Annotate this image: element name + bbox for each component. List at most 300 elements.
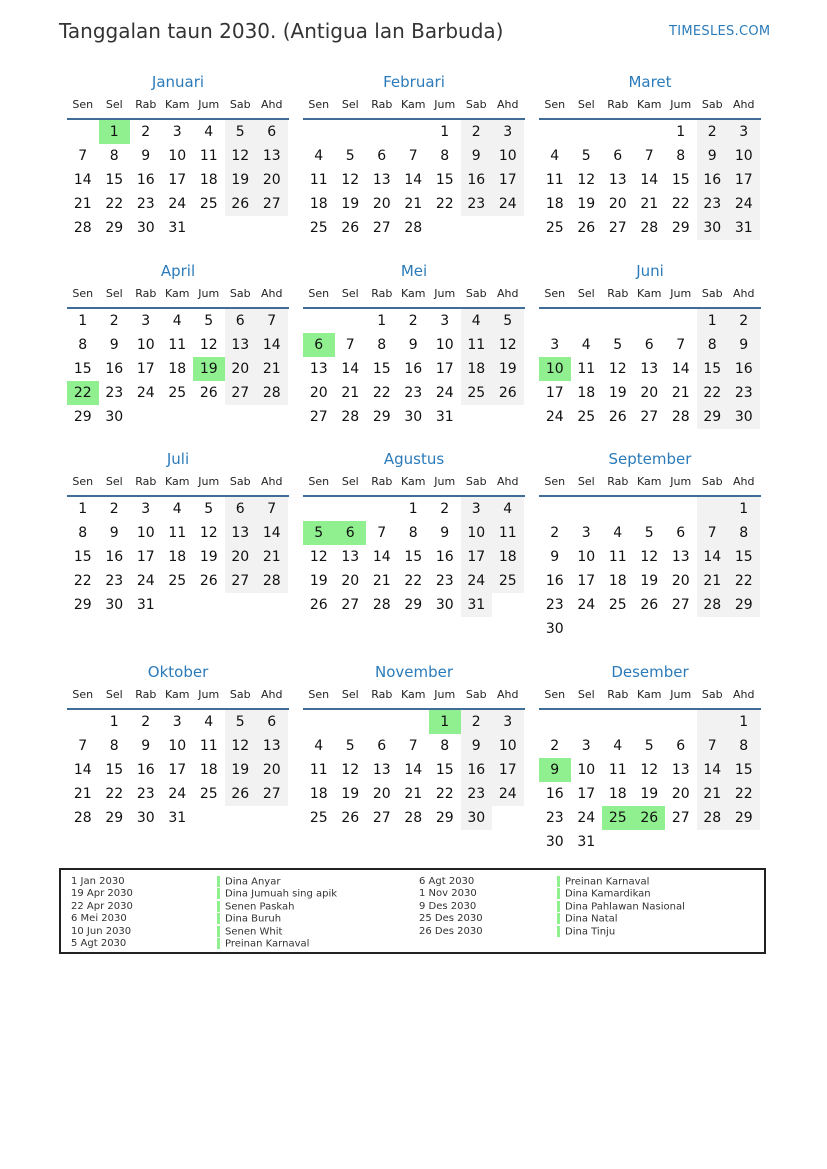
day-cell: 16 [728,357,760,381]
empty-cell [398,710,430,734]
page-title: Tanggalan taun 2030. (Antigua lan Barbuda) [59,19,504,43]
empty-cell [67,710,99,734]
weekday-label: Jum [434,98,456,111]
day-cell: 26 [634,806,666,830]
day-cell: 27 [309,409,328,425]
day-cell: 11 [199,738,218,754]
day-cell: 18 [168,361,187,377]
day-cell: 26 [577,220,596,236]
weekday-header [303,94,525,120]
day-cell: 16 [404,361,423,377]
day-cell: 12 [640,762,659,778]
day-cell: 4 [461,309,493,333]
day-cell: 19 [309,573,328,589]
holiday-marker-icon [217,913,220,924]
day-cell: 29 [105,810,124,826]
day-cell: 11 [199,148,218,164]
day-cell: 10 [492,734,524,758]
legend-holiday-name: Preinan Karnaval [565,876,650,888]
weekday-label: Jum [198,287,220,300]
day-cell: 13 [671,549,690,565]
day-cell: 14 [404,172,423,188]
day-cell: 15 [435,172,454,188]
day-cell: 17 [492,168,524,192]
day-cell: 3 [141,501,151,517]
legend-holiday [557,913,685,925]
empty-cell [303,497,335,521]
day-cell: 3 [440,313,450,329]
legend-holiday [217,901,337,913]
weekday-header [539,283,761,309]
month-name: Februari [383,73,445,91]
day-cell: 21 [73,786,92,802]
day-cell: 31 [168,220,187,236]
day-cell: 18 [492,545,524,569]
day-cell: 8 [728,521,760,545]
legend-date: 25 Des 2030 [419,913,483,925]
empty-cell [256,806,288,830]
day-cell: 3 [461,497,493,521]
weekday-label: Sen [544,287,566,300]
day-cell: 26 [225,782,257,806]
day-cell: 16 [697,168,729,192]
empty-cell [225,405,257,429]
day-cell: 5 [204,501,214,517]
weekday-label: Jum [670,688,692,701]
day-cell: 23 [461,192,493,216]
month-april [67,261,289,429]
day-cell: 21 [640,196,659,212]
day-cell: 10 [435,337,454,353]
day-grid [303,497,525,617]
weekday-label: Ahd [261,287,283,300]
day-cell: 1 [697,309,729,333]
month-desember [539,662,761,854]
legend-names-left [217,876,337,950]
empty-cell [492,405,524,429]
day-cell: 2 [440,501,450,517]
empty-cell [539,309,571,333]
empty-cell [697,617,729,641]
holiday-marker-icon [217,888,220,899]
weekday-label: Rab [371,688,393,701]
empty-cell [634,617,666,641]
day-cell: 25 [309,220,328,236]
day-cell: 4 [314,148,324,164]
day-cell: 15 [671,172,690,188]
month-september [539,449,761,641]
day-cell: 29 [671,220,690,236]
day-cell: 28 [341,409,360,425]
day-cell: 12 [640,549,659,565]
weekday-label: Rab [371,287,393,300]
weekday-label: Sab [701,98,723,111]
empty-cell [335,710,367,734]
day-cell: 6 [335,521,367,545]
weekday-label: Kam [637,98,662,111]
month-januari [67,72,289,240]
day-cell: 19 [608,385,627,401]
weekday-label: Kam [401,475,426,488]
day-cell: 22 [67,381,99,405]
day-cell: 4 [581,337,591,353]
day-cell: 2 [461,710,493,734]
weekday-label: Jum [434,688,456,701]
day-cell: 9 [697,144,729,168]
day-cell: 1 [78,313,88,329]
day-cell: 12 [492,333,524,357]
empty-cell [429,216,461,240]
empty-cell [602,710,634,734]
day-cell: 3 [492,710,524,734]
day-cell: 1 [676,124,686,140]
day-cell: 6 [676,525,686,541]
day-cell: 8 [109,148,119,164]
day-cell: 28 [671,409,690,425]
day-cell: 16 [461,758,493,782]
legend-date: 1 Jan 2030 [71,876,125,887]
day-cell: 18 [608,786,627,802]
weekday-label: Sel [341,475,359,488]
empty-cell [256,593,288,617]
day-grid [67,710,289,830]
day-cell: 31 [461,593,493,617]
holiday-marker-icon [217,926,220,937]
month-name: Oktober [147,663,209,681]
day-cell: 20 [256,168,288,192]
weekday-label: Sen [544,98,566,111]
weekday-label: Sel [105,688,123,701]
day-cell: 16 [136,172,155,188]
weekday-header [303,684,525,710]
day-cell: 13 [640,361,659,377]
weekday-label: Rab [371,475,393,488]
legend-date: 22 Apr 2030 [71,900,133,912]
legend-date: 1 Nov 2030 [419,888,477,900]
holiday-marker-icon [557,876,560,887]
day-cell: 5 [345,738,355,754]
day-cell: 18 [199,172,218,188]
empty-cell [634,309,666,333]
day-cell: 15 [435,762,454,778]
weekday-label: Kam [637,475,662,488]
day-cell: 18 [608,573,627,589]
legend-dates-right [419,876,483,938]
day-cell: 29 [435,810,454,826]
weekday-label: Kam [165,475,190,488]
day-cell: 14 [341,361,360,377]
empty-cell [539,120,571,144]
day-cell: 5 [303,521,335,545]
day-cell: 19 [640,573,659,589]
day-cell: 10 [577,762,596,778]
day-cell: 8 [440,148,450,164]
empty-cell [634,120,666,144]
day-cell: 25 [199,786,218,802]
day-cell: 15 [728,758,760,782]
legend-date: 6 Agt 2030 [419,876,475,887]
day-cell: 9 [461,144,493,168]
holiday-marker-icon [217,938,220,949]
empty-cell [162,405,194,429]
empty-cell [697,830,729,854]
day-cell: 1 [377,313,387,329]
legend-date: 26 Des 2030 [419,925,483,937]
weekday-label: Ahd [733,475,755,488]
empty-cell [303,309,335,333]
day-cell: 12 [199,337,218,353]
day-cell: 3 [492,120,524,144]
day-cell: 23 [545,597,564,613]
weekday-label: Ahd [497,475,519,488]
day-cell: 22 [73,573,92,589]
empty-cell [665,830,697,854]
day-cell: 23 [545,810,564,826]
day-cell: 4 [550,148,560,164]
month-agustus [303,449,525,617]
day-cell: 29 [728,806,760,830]
empty-cell [303,710,335,734]
month-name: Maret [628,73,672,91]
legend-holiday-name: Dina Anyar [225,876,281,888]
day-grid [539,120,761,240]
day-cell: 15 [728,545,760,569]
empty-cell [602,617,634,641]
day-cell: 8 [408,525,418,541]
weekday-label: Sel [577,98,595,111]
day-cell: 30 [545,834,564,850]
day-cell: 4 [204,714,214,730]
day-cell: 10 [539,357,571,381]
empty-cell [602,309,634,333]
weekday-label: Sen [544,475,566,488]
weekday-label: Jum [198,98,220,111]
day-cell: 25 [168,385,187,401]
day-cell: 5 [581,148,591,164]
empty-cell [193,405,225,429]
day-cell: 25 [608,597,627,613]
day-cell: 9 [539,758,571,782]
empty-cell [571,710,603,734]
day-cell: 3 [172,714,182,730]
empty-cell [193,806,225,830]
day-cell: 9 [109,337,119,353]
day-cell: 11 [461,333,493,357]
month-name: Juni [636,262,664,280]
day-cell: 16 [105,361,124,377]
weekday-label: Sen [308,98,330,111]
day-cell: 28 [256,381,288,405]
legend-holiday-name: Senen Whit [225,926,283,938]
day-cell: 8 [697,333,729,357]
legend-holiday-name: Preinan Karnaval [225,938,310,950]
day-cell: 7 [676,337,686,353]
empty-cell [492,806,524,830]
day-cell: 24 [136,385,155,401]
weekday-label: Kam [637,688,662,701]
day-cell: 14 [697,758,729,782]
weekday-label: Sel [577,287,595,300]
day-grid [539,710,761,854]
day-grid [67,120,289,240]
legend-holiday-name: Dina Pahlawan Nasional [565,901,685,913]
day-cell: 6 [676,738,686,754]
day-cell: 5 [644,525,654,541]
weekday-label: Jum [434,287,456,300]
day-cell: 19 [640,786,659,802]
day-grid [303,120,525,240]
day-cell: 9 [461,734,493,758]
day-cell: 18 [461,357,493,381]
day-cell: 2 [728,309,760,333]
day-cell: 15 [697,357,729,381]
weekday-label: Ahd [497,688,519,701]
day-cell: 30 [728,405,760,429]
day-cell: 8 [377,337,387,353]
day-cell: 22 [728,782,760,806]
day-cell: 29 [73,409,92,425]
month-maret [539,72,761,240]
day-cell: 12 [225,144,257,168]
day-grid [303,710,525,830]
day-cell: 1 [728,710,760,734]
weekday-header [539,471,761,497]
weekday-label: Sen [72,98,94,111]
empty-cell [366,497,398,521]
weekday-header [303,283,525,309]
empty-cell [571,309,603,333]
day-cell: 14 [73,172,92,188]
month-name: April [160,262,196,280]
day-cell: 30 [105,597,124,613]
day-cell: 26 [608,409,627,425]
legend-date: 5 Agt 2030 [71,937,127,949]
weekday-label: Ahd [261,98,283,111]
day-cell: 10 [728,144,760,168]
day-cell: 7 [345,337,355,353]
day-cell: 16 [136,762,155,778]
month-oktober [67,662,289,830]
empty-cell [225,593,257,617]
day-cell: 6 [613,148,623,164]
weekday-label: Sab [229,475,251,488]
weekday-label: Kam [165,688,190,701]
day-cell: 24 [728,192,760,216]
weekday-label: Sab [229,688,251,701]
holiday-marker-icon [557,901,560,912]
empty-cell [256,405,288,429]
weekday-label: Rab [135,688,157,701]
day-cell: 21 [671,385,690,401]
weekday-label: Ahd [733,688,755,701]
day-cell: 1 [408,501,418,517]
empty-cell [634,830,666,854]
day-cell: 29 [105,220,124,236]
day-cell: 9 [109,525,119,541]
day-cell: 2 [697,120,729,144]
day-cell: 20 [372,196,391,212]
holiday-legend [59,868,766,954]
day-cell: 13 [608,172,627,188]
empty-cell [602,497,634,521]
day-cell: 10 [461,521,493,545]
day-cell: 5 [492,309,524,333]
day-cell: 17 [492,758,524,782]
day-cell: 29 [73,597,92,613]
weekday-label: Sab [701,688,723,701]
month-name: Agustus [383,450,445,468]
day-cell: 27 [256,782,288,806]
day-cell: 9 [550,549,560,565]
legend-date: 19 Apr 2030 [71,888,133,900]
empty-cell [366,710,398,734]
day-cell: 27 [225,569,257,593]
day-cell: 26 [341,220,360,236]
day-cell: 21 [697,569,729,593]
day-cell: 22 [435,786,454,802]
weekday-label: Sab [229,98,251,111]
weekday-label: Kam [401,98,426,111]
site-logo[interactable]: TIMESLES.COM [669,24,771,39]
day-cell: 27 [372,220,391,236]
weekday-label: Sel [341,688,359,701]
legend-holiday-name: Dina Tinju [565,926,616,938]
weekday-label: Kam [165,98,190,111]
day-cell: 7 [78,738,88,754]
weekday-label: Sen [544,688,566,701]
day-cell: 6 [256,710,288,734]
day-cell: 29 [404,597,423,613]
day-cell: 18 [168,549,187,565]
day-cell: 1 [78,501,88,517]
day-cell: 19 [341,786,360,802]
day-cell: 24 [577,597,596,613]
day-cell: 8 [78,337,88,353]
day-cell: 20 [309,385,328,401]
day-cell: 24 [461,569,493,593]
holiday-marker-icon [557,888,560,899]
day-cell: 28 [372,597,391,613]
day-cell: 26 [640,597,659,613]
empty-cell [728,617,760,641]
weekday-label: Sab [465,688,487,701]
empty-cell [461,216,493,240]
day-cell: 18 [309,196,328,212]
day-cell: 15 [73,361,92,377]
day-cell: 6 [377,148,387,164]
day-cell: 2 [550,525,560,541]
day-cell: 17 [168,762,187,778]
month-juni [539,261,761,429]
holiday-marker-icon [217,876,220,887]
empty-cell [665,497,697,521]
day-cell: 2 [461,120,493,144]
month-juli [67,449,289,617]
weekday-label: Rab [135,475,157,488]
day-cell: 1 [109,714,119,730]
weekday-label: Rab [607,98,629,111]
day-cell: 20 [256,758,288,782]
day-cell: 13 [372,762,391,778]
weekday-header [67,94,289,120]
empty-cell [335,120,367,144]
day-cell: 20 [225,357,257,381]
day-cell: 13 [671,762,690,778]
day-cell: 9 [440,525,450,541]
weekday-label: Sen [72,688,94,701]
empty-cell [130,405,162,429]
day-cell: 25 [545,220,564,236]
